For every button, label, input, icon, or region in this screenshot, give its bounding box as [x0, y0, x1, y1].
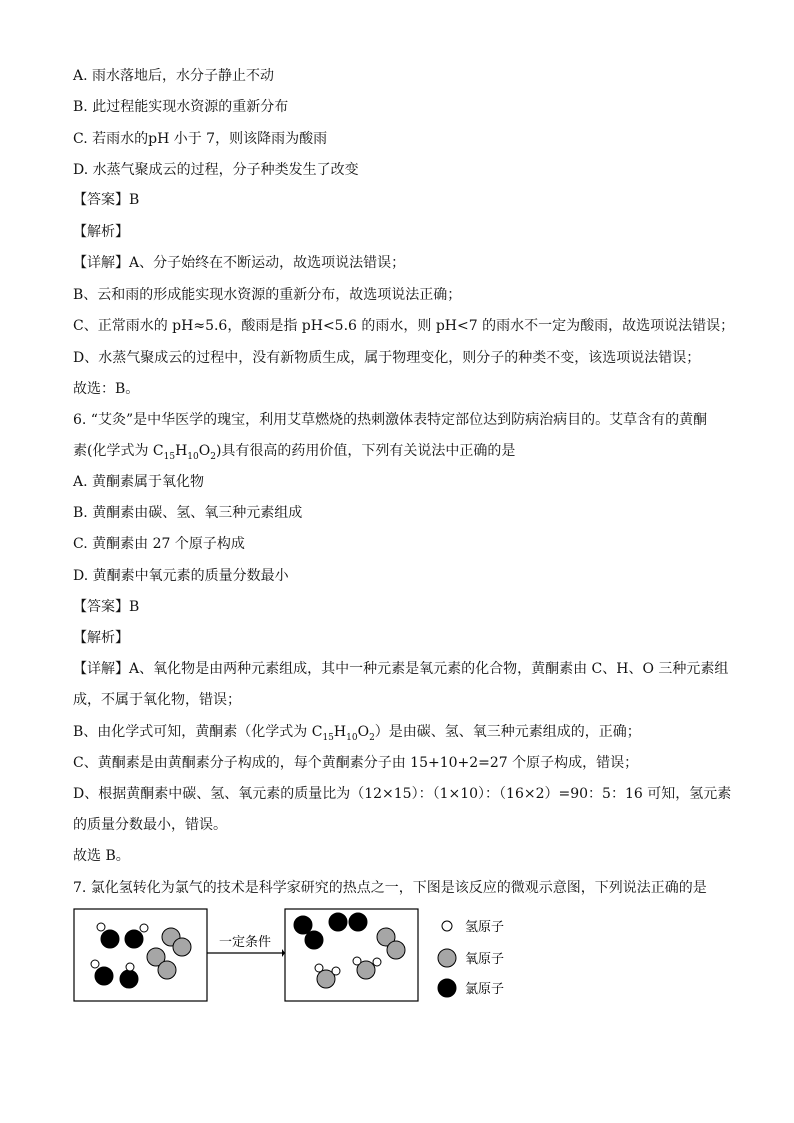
hydrogen-atom [126, 963, 134, 971]
q5-detail-b: B、云和雨的形成能实现水资源的重新分布，故选项说法正确； [73, 287, 462, 303]
q5-answer: 【答案】B [73, 192, 140, 208]
q6-detail-line4: C、黄酮素是由黄酮素分子构成的，每个黄酮素分子由 15+10+2=27 个原子构成，错误； [73, 755, 639, 771]
chlorine-atom [101, 930, 119, 948]
chlorine-atom [120, 970, 138, 988]
q6-conclusion: 故选 B。 [73, 848, 130, 864]
chlorine-atom [305, 931, 323, 949]
q6-stem-text: O [198, 443, 211, 459]
legend-chlorine-icon [438, 979, 456, 997]
q6-option-a: A. 黄酮素属于氧化物 [73, 474, 205, 490]
q6-analysis-title: 【解析】 [73, 630, 129, 646]
q6-detail-line6: 的质量分数最小，错误。 [73, 817, 227, 833]
chlorine-atom [349, 913, 367, 931]
oxygen-atom [173, 938, 191, 956]
q6-stem-line2 [73, 441, 515, 461]
hydrogen-atom [97, 923, 105, 931]
q6-sub: 15 [322, 732, 334, 743]
hydrogen-atom [91, 960, 99, 968]
q5-conclusion: 故选：B。 [73, 381, 140, 397]
q6-detail-line3 [73, 722, 641, 742]
q6-detail-line2: 成，不属于氧化物，错误； [73, 692, 241, 708]
q5-option-b: B. 此过程能实现水资源的重新分布 [73, 99, 289, 115]
hydrogen-atom [332, 967, 340, 975]
q5-option-a: A. 雨水落地后，水分子静止不动 [73, 68, 275, 84]
q6-detail-text: B、由化学式可知，黄酮素（化学式为 C [73, 724, 323, 740]
q6-stem-text: 素(化学式为 C [73, 443, 164, 459]
q6-detail-text: H [333, 724, 347, 740]
legend-oxygen-icon [438, 949, 456, 967]
q6-detail-text: O [357, 724, 370, 740]
q5-detail-d: D、水蒸气聚成云的过程中，没有新物质生成，属于物理变化，则分子的种类不变，该选项说法错误； [73, 350, 701, 366]
q6-option-b: B. 黄酮素由碳、氢、氧三种元素组成 [73, 505, 303, 521]
reaction-diagram [73, 906, 533, 1006]
legend-hydrogen-label: 氢原子 [465, 920, 505, 935]
q6-sub: 15 [163, 451, 176, 462]
hydrogen-atom [353, 957, 361, 965]
legend-hydrogen-icon [442, 921, 452, 931]
q6-detail-line5: D、根据黄酮素中碳、氢、氧元素的质量比为（12×15）：（1×10）：（16×2）=90：5：16 可知，氢元素 [73, 786, 732, 802]
chlorine-atom [294, 916, 312, 934]
q5-detail-a: 【详解】A、分子始终在不断运动，故选项说法错误； [73, 255, 406, 271]
chlorine-atom [95, 967, 113, 985]
q6-sub: 10 [187, 451, 199, 462]
chlorine-atom [125, 930, 143, 948]
q6-stem-text: H [175, 443, 188, 459]
chlorine-atom [329, 913, 347, 931]
hydrogen-atom [315, 964, 323, 972]
q6-detail-line1: 【详解】A、氧化物是由两种元素组成，其中一种元素是氧元素的化合物，黄酮素由 C、H、O 三种元素组 [73, 661, 729, 677]
q6-detail-text: ）是由碳、氢、氧三种元素组成的，正确； [374, 724, 641, 740]
q6-stem-line1: 6. “艾灸”是中华医学的瑰宝，利用艾草燃烧的热刺激体表特定部位达到防病治病目的。艾草含有的黄酮 [73, 412, 708, 428]
hydrogen-atom [140, 924, 148, 932]
q5-analysis-title: 【解析】 [73, 224, 129, 240]
oxygen-atom [387, 941, 405, 959]
q5-option-c: C. 若雨水的pH 小于 7，则该降雨为酸雨 [73, 131, 328, 147]
oxygen-atom [158, 961, 176, 979]
q6-answer: 【答案】B [73, 599, 140, 615]
q6-stem-text: )具有很高的药用价值，下列有关说法中正确的是 [215, 443, 516, 459]
q6-sub: 2 [369, 732, 375, 743]
q6-sub: 2 [210, 451, 216, 462]
legend-oxygen-label: 氧原子 [465, 952, 505, 967]
q7-stem: 7. 氯化氢转化为氯气的技术是科学家研究的热点之一，下图是该反应的微观示意图，下列说法正确的是 [73, 880, 707, 896]
arrow-label: 一定条件 [218, 935, 272, 950]
q6-option-d: D. 黄酮素中氧元素的质量分数最小 [73, 568, 289, 584]
q6-option-c: C. 黄酮素由 27 个原子构成 [73, 536, 245, 552]
q5-detail-c: C、正常雨水的 pH≈5.6，酸雨是指 pH<5.6 的雨水，则 pH<7 的雨水不一定为酸雨，故选项说法错误； [73, 318, 735, 334]
q6-sub: 10 [346, 732, 358, 743]
legend-chlorine-label: 氯原子 [465, 982, 505, 997]
q5-option-d: D. 水蒸气聚成云的过程，分子种类发生了改变 [73, 162, 359, 178]
hydrogen-atom [373, 958, 381, 966]
